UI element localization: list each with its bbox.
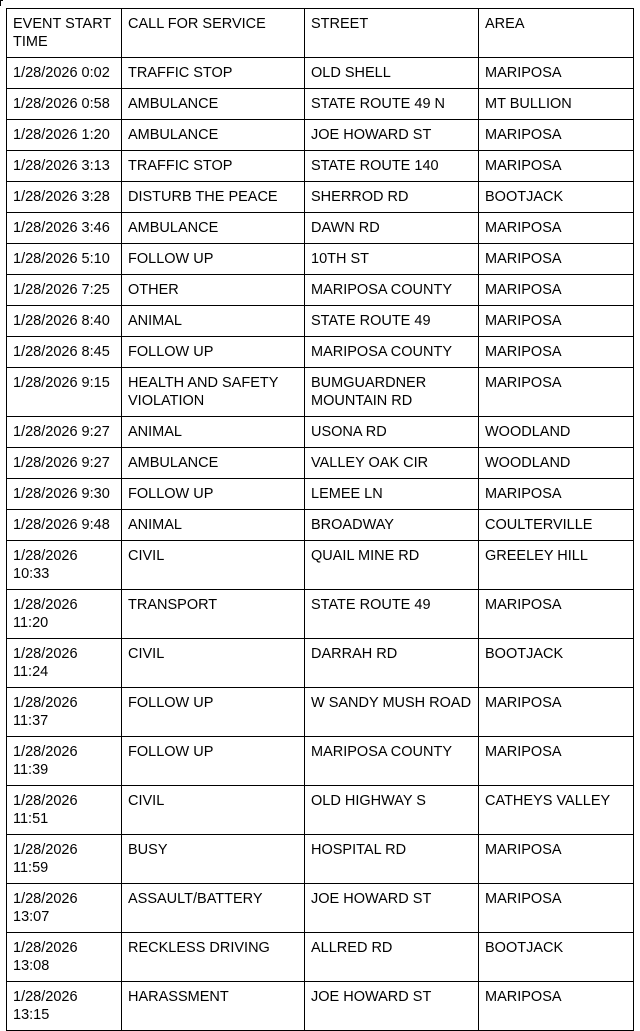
cell-area: MARIPOSA: [479, 306, 634, 337]
cell-event-start-time: 1/28/2026 11:39: [7, 737, 122, 786]
cell-event-start-time: 1/28/2026 13:08: [7, 933, 122, 982]
cell-call-for-service: AMBULANCE: [122, 213, 305, 244]
cell-event-start-time: 1/28/2026 13:15: [7, 982, 122, 1031]
cell-street: MARIPOSA COUNTY: [305, 275, 479, 306]
cell-street: W SANDY MUSH ROAD: [305, 688, 479, 737]
cell-event-start-time: 1/28/2026 10:33: [7, 541, 122, 590]
cell-area: MARIPOSA: [479, 337, 634, 368]
cell-call-for-service: CIVIL: [122, 541, 305, 590]
cell-call-for-service: ANIMAL: [122, 306, 305, 337]
cell-event-start-time: 1/28/2026 9:27: [7, 417, 122, 448]
cell-event-start-time: 1/28/2026 7:25: [7, 275, 122, 306]
cell-street: MARIPOSA COUNTY: [305, 337, 479, 368]
cell-call-for-service: OTHER: [122, 275, 305, 306]
cell-call-for-service: AMBULANCE: [122, 120, 305, 151]
cell-area: MARIPOSA: [479, 590, 634, 639]
cell-area: BOOTJACK: [479, 639, 634, 688]
table-row: [7, 448, 634, 479]
table-row: [7, 89, 634, 120]
cell-event-start-time: 1/28/2026 11:20: [7, 590, 122, 639]
cell-street: JOE HOWARD ST: [305, 982, 479, 1031]
cell-area: MARIPOSA: [479, 737, 634, 786]
cell-call-for-service: ANIMAL: [122, 510, 305, 541]
table-row: [7, 835, 634, 884]
cell-street: SHERROD RD: [305, 182, 479, 213]
table-row: [7, 884, 634, 933]
table-row: [7, 58, 634, 89]
cell-call-for-service: ANIMAL: [122, 417, 305, 448]
table-row: [7, 151, 634, 182]
cell-area: BOOTJACK: [479, 182, 634, 213]
cell-event-start-time: 1/28/2026 11:59: [7, 835, 122, 884]
table-row: [7, 688, 634, 737]
cell-area: CATHEYS VALLEY: [479, 786, 634, 835]
cell-event-start-time: 1/28/2026 9:27: [7, 448, 122, 479]
cell-call-for-service: FOLLOW UP: [122, 244, 305, 275]
table-row: [7, 417, 634, 448]
cell-street: STATE ROUTE 140: [305, 151, 479, 182]
cell-street: ALLRED RD: [305, 933, 479, 982]
cell-call-for-service: CIVIL: [122, 639, 305, 688]
cell-event-start-time: 1/28/2026 8:40: [7, 306, 122, 337]
cell-call-for-service: FOLLOW UP: [122, 737, 305, 786]
table-row: [7, 244, 634, 275]
cell-event-start-time: 1/28/2026 9:15: [7, 368, 122, 417]
cell-area: MARIPOSA: [479, 835, 634, 884]
table-row: [7, 275, 634, 306]
cell-street: LEMEE LN: [305, 479, 479, 510]
cell-street: STATE ROUTE 49 N: [305, 89, 479, 120]
table-row: [7, 982, 634, 1031]
cell-event-start-time: 1/28/2026 1:20: [7, 120, 122, 151]
call-log-table: [6, 8, 634, 1031]
table-row: [7, 337, 634, 368]
cell-area: MT BULLION: [479, 89, 634, 120]
cell-street: BUMGUARDNER MOUNTAIN RD: [305, 368, 479, 417]
cell-area: MARIPOSA: [479, 120, 634, 151]
cell-call-for-service: ASSAULT/BATTERY: [122, 884, 305, 933]
cell-event-start-time: 1/28/2026 13:07: [7, 884, 122, 933]
table-row: [7, 306, 634, 337]
cell-event-start-time: 1/28/2026 11:37: [7, 688, 122, 737]
table-row: [7, 213, 634, 244]
cell-event-start-time: 1/28/2026 11:51: [7, 786, 122, 835]
cell-area: COULTERVILLE: [479, 510, 634, 541]
cell-street: 10TH ST: [305, 244, 479, 275]
cell-area: MARIPOSA: [479, 58, 634, 89]
cell-event-start-time: 1/28/2026 3:13: [7, 151, 122, 182]
cell-call-for-service: RECKLESS DRIVING: [122, 933, 305, 982]
cell-call-for-service: TRAFFIC STOP: [122, 151, 305, 182]
table-header-row: [7, 9, 634, 58]
cell-area: MARIPOSA: [479, 479, 634, 510]
header-event-start-time: EVENT START TIME: [7, 9, 122, 58]
cell-street: STATE ROUTE 49: [305, 590, 479, 639]
cell-area: WOODLAND: [479, 448, 634, 479]
table-row: [7, 639, 634, 688]
cell-street: JOE HOWARD ST: [305, 120, 479, 151]
cell-event-start-time: 1/28/2026 9:48: [7, 510, 122, 541]
cell-street: VALLEY OAK CIR: [305, 448, 479, 479]
cell-call-for-service: HEALTH AND SAFETY VIOLATION: [122, 368, 305, 417]
page-corner-mark: [0, 0, 3, 6]
cell-area: MARIPOSA: [479, 884, 634, 933]
table-row: [7, 120, 634, 151]
cell-call-for-service: DISTURB THE PEACE: [122, 182, 305, 213]
cell-area: GREELEY HILL: [479, 541, 634, 590]
cell-call-for-service: BUSY: [122, 835, 305, 884]
table-row: [7, 933, 634, 982]
cell-street: DAWN RD: [305, 213, 479, 244]
cell-area: WOODLAND: [479, 417, 634, 448]
cell-event-start-time: 1/28/2026 11:24: [7, 639, 122, 688]
cell-call-for-service: FOLLOW UP: [122, 479, 305, 510]
cell-event-start-time: 1/28/2026 5:10: [7, 244, 122, 275]
table-row: [7, 182, 634, 213]
cell-event-start-time: 1/28/2026 3:46: [7, 213, 122, 244]
header-street: STREET: [305, 9, 479, 58]
table-row: [7, 786, 634, 835]
cell-area: MARIPOSA: [479, 688, 634, 737]
cell-area: MARIPOSA: [479, 982, 634, 1031]
cell-call-for-service: HARASSMENT: [122, 982, 305, 1031]
cell-street: MARIPOSA COUNTY: [305, 737, 479, 786]
cell-call-for-service: FOLLOW UP: [122, 688, 305, 737]
cell-call-for-service: TRANSPORT: [122, 590, 305, 639]
cell-event-start-time: 1/28/2026 0:02: [7, 58, 122, 89]
cell-street: OLD HIGHWAY S: [305, 786, 479, 835]
cell-street: OLD SHELL: [305, 58, 479, 89]
cell-street: JOE HOWARD ST: [305, 884, 479, 933]
cell-call-for-service: FOLLOW UP: [122, 337, 305, 368]
cell-area: BOOTJACK: [479, 933, 634, 982]
table-row: [7, 479, 634, 510]
cell-street: STATE ROUTE 49: [305, 306, 479, 337]
cell-street: BROADWAY: [305, 510, 479, 541]
cell-area: MARIPOSA: [479, 151, 634, 182]
cell-event-start-time: 1/28/2026 0:58: [7, 89, 122, 120]
table-row: [7, 590, 634, 639]
cell-event-start-time: 1/28/2026 3:28: [7, 182, 122, 213]
cell-area: MARIPOSA: [479, 213, 634, 244]
cell-area: MARIPOSA: [479, 244, 634, 275]
cell-call-for-service: TRAFFIC STOP: [122, 58, 305, 89]
cell-street: QUAIL MINE RD: [305, 541, 479, 590]
table-row: [7, 510, 634, 541]
cell-event-start-time: 1/28/2026 8:45: [7, 337, 122, 368]
table-row: [7, 368, 634, 417]
cell-area: MARIPOSA: [479, 275, 634, 306]
header-area: AREA: [479, 9, 634, 58]
cell-call-for-service: AMBULANCE: [122, 448, 305, 479]
cell-street: USONA RD: [305, 417, 479, 448]
cell-call-for-service: CIVIL: [122, 786, 305, 835]
cell-street: HOSPITAL RD: [305, 835, 479, 884]
cell-call-for-service: AMBULANCE: [122, 89, 305, 120]
cell-event-start-time: 1/28/2026 9:30: [7, 479, 122, 510]
table-row: [7, 737, 634, 786]
table-row: [7, 541, 634, 590]
cell-street: DARRAH RD: [305, 639, 479, 688]
header-call-for-service: CALL FOR SERVICE: [122, 9, 305, 58]
cell-area: MARIPOSA: [479, 368, 634, 417]
